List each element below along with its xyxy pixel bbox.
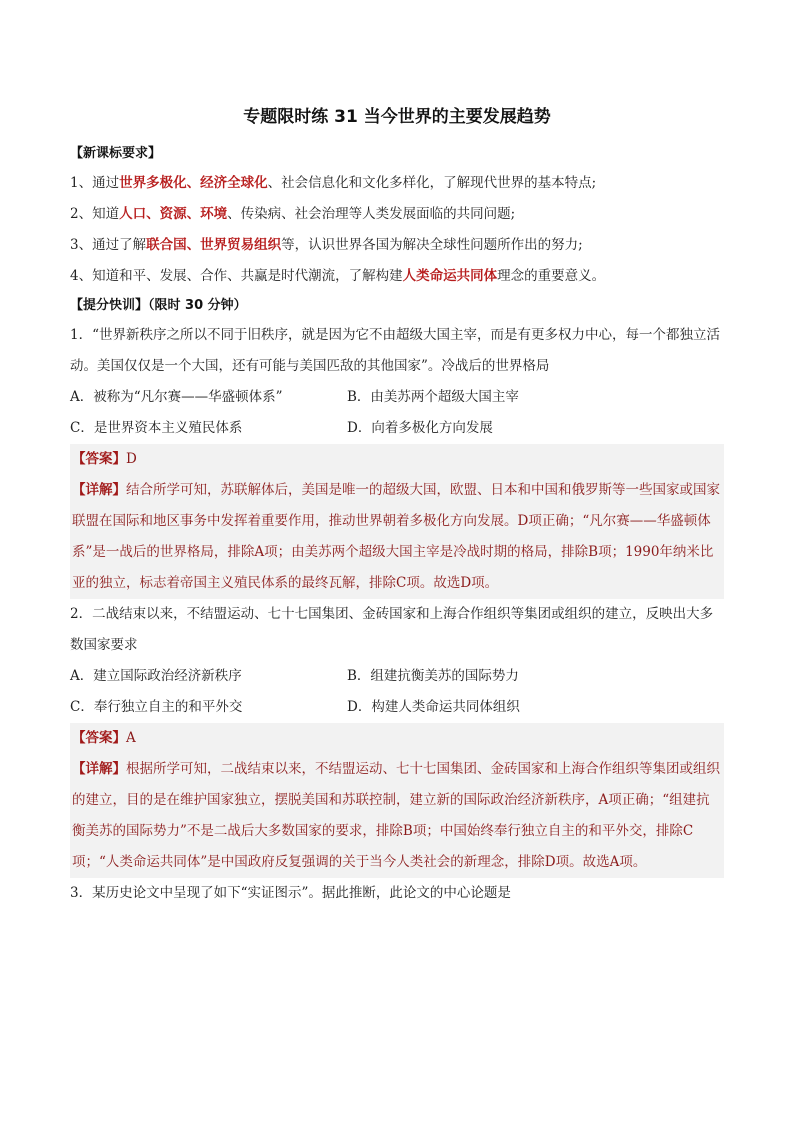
document-page xyxy=(70,104,724,909)
question-options xyxy=(70,661,724,723)
explain-tag: 【详解】 xyxy=(72,761,126,777)
requirement-item xyxy=(70,261,724,292)
question-1 xyxy=(70,320,724,599)
explanation xyxy=(72,475,722,599)
option-d: D．构建人类命运共同体组织 xyxy=(347,699,520,715)
option-c: C．是世界资本主义殖民体系 xyxy=(70,420,243,436)
answer-box xyxy=(70,723,724,878)
question-2 xyxy=(70,599,724,878)
requirement-text: 、传染病、社会治理等人类发展面临的共同问题; xyxy=(227,206,516,222)
requirement-text: 、社会信息化和文化多样化，了解现代世界的基本特点; xyxy=(267,175,597,191)
explain-text: 结合所学可知，苏联解体后，美国是唯一的超级大国，欧盟、日本和中国和俄罗斯等一些国家或国家联盟在国际和地区事务中发挥着重要作用，推动世界朝着多极化方向发展。D项正确；“凡尔赛——华盛顿体系”是一战后的世界格局，排除A项；由美苏两个超级大国主宰是冷战时期的格局，排除B项；1990年纳米比亚的独立，标志着帝国主义殖民体系的最终瓦解，排除C项。故选D项。 xyxy=(72,482,720,591)
requirement-text: 理念的重要意义。 xyxy=(497,268,606,284)
page-title: 专题限时练 31 当今世界的主要发展趋势 xyxy=(243,107,551,127)
requirement-item xyxy=(70,168,724,199)
question-options xyxy=(70,382,724,444)
explain-tag: 【详解】 xyxy=(72,482,126,498)
requirement-text: 等，认识世界各国为解决全球性问题所作出的努力; xyxy=(281,237,583,253)
answer-box xyxy=(70,444,724,599)
requirements-list xyxy=(70,168,724,292)
drill-heading: 【提分快训】（限时 30 分钟） xyxy=(70,298,247,313)
requirement-text: 4、知道和平、发展、合作、共赢是时代潮流，了解构建 xyxy=(70,268,403,284)
requirement-text: 1、通过 xyxy=(70,175,120,191)
option-c: C．奉行独立自主的和平外交 xyxy=(70,699,243,715)
option-a: A．建立国际政治经济新秩序 xyxy=(70,668,242,684)
question-stem: 3．某历史论文中呈现了如下“实证图示”。据此推断，此论文的中心论题是 xyxy=(70,885,511,901)
requirement-text: 2、知道 xyxy=(70,206,120,222)
requirement-item xyxy=(70,199,724,230)
answer-tag: 【答案】 xyxy=(72,451,126,467)
option-d: D．向着多极化方向发展 xyxy=(347,420,493,436)
explanation xyxy=(72,754,722,878)
option-b: B．由美苏两个超级大国主宰 xyxy=(347,389,519,405)
answer-line xyxy=(72,444,722,475)
explain-text: 根据所学可知，二战结束以来，不结盟运动、七十七国集团、金砖国家和上海合作组织等集团或组织的建立，目的是在维护国家独立，摆脱美国和苏联控制，建立新的国际政治经济新秩序，A项正确；“组建抗衡美苏的国际势力”不是二战后大多数国家的要求，排除B项；中国始终奉行独立自主的和平外交，排除C项；“人类命运共同体”是中国政府反复强调的关于当今人类社会的新理念，排除D项。故选A项。 xyxy=(72,761,720,870)
requirement-keyword: 人口、资源、环境 xyxy=(119,206,228,222)
requirements-heading: 【新课标要求】 xyxy=(70,146,162,161)
option-b: B．组建抗衡美苏的国际势力 xyxy=(347,668,519,684)
option-a: A．被称为“凡尔赛——华盛顿体系” xyxy=(70,389,283,405)
answer-value: D xyxy=(126,451,137,467)
question-stem: 1．“世界新秩序之所以不同于旧秩序，就是因为它不由超级大国主宰，而是有更多权力中心，每一个都独立活动。美国仅仅是一个大国，还有可能与美国匹敌的其他国家”。冷战后的世界格局 xyxy=(70,327,720,374)
question-3 xyxy=(70,878,724,909)
requirement-item xyxy=(70,230,724,261)
answer-tag: 【答案】 xyxy=(72,730,126,746)
requirement-text: 3、通过了解 xyxy=(70,237,147,253)
question-stem: 2．二战结束以来，不结盟运动、七十七国集团、金砖国家和上海合作组织等集团或组织的建立，反映出大多数国家要求 xyxy=(70,606,714,653)
requirement-keyword: 联合国、世界贸易组织 xyxy=(146,237,282,253)
requirement-keyword: 人类命运共同体 xyxy=(402,268,498,284)
answer-value: A xyxy=(126,730,136,746)
answer-line xyxy=(72,723,722,754)
requirement-keyword: 世界多极化、经济全球化 xyxy=(119,175,268,191)
